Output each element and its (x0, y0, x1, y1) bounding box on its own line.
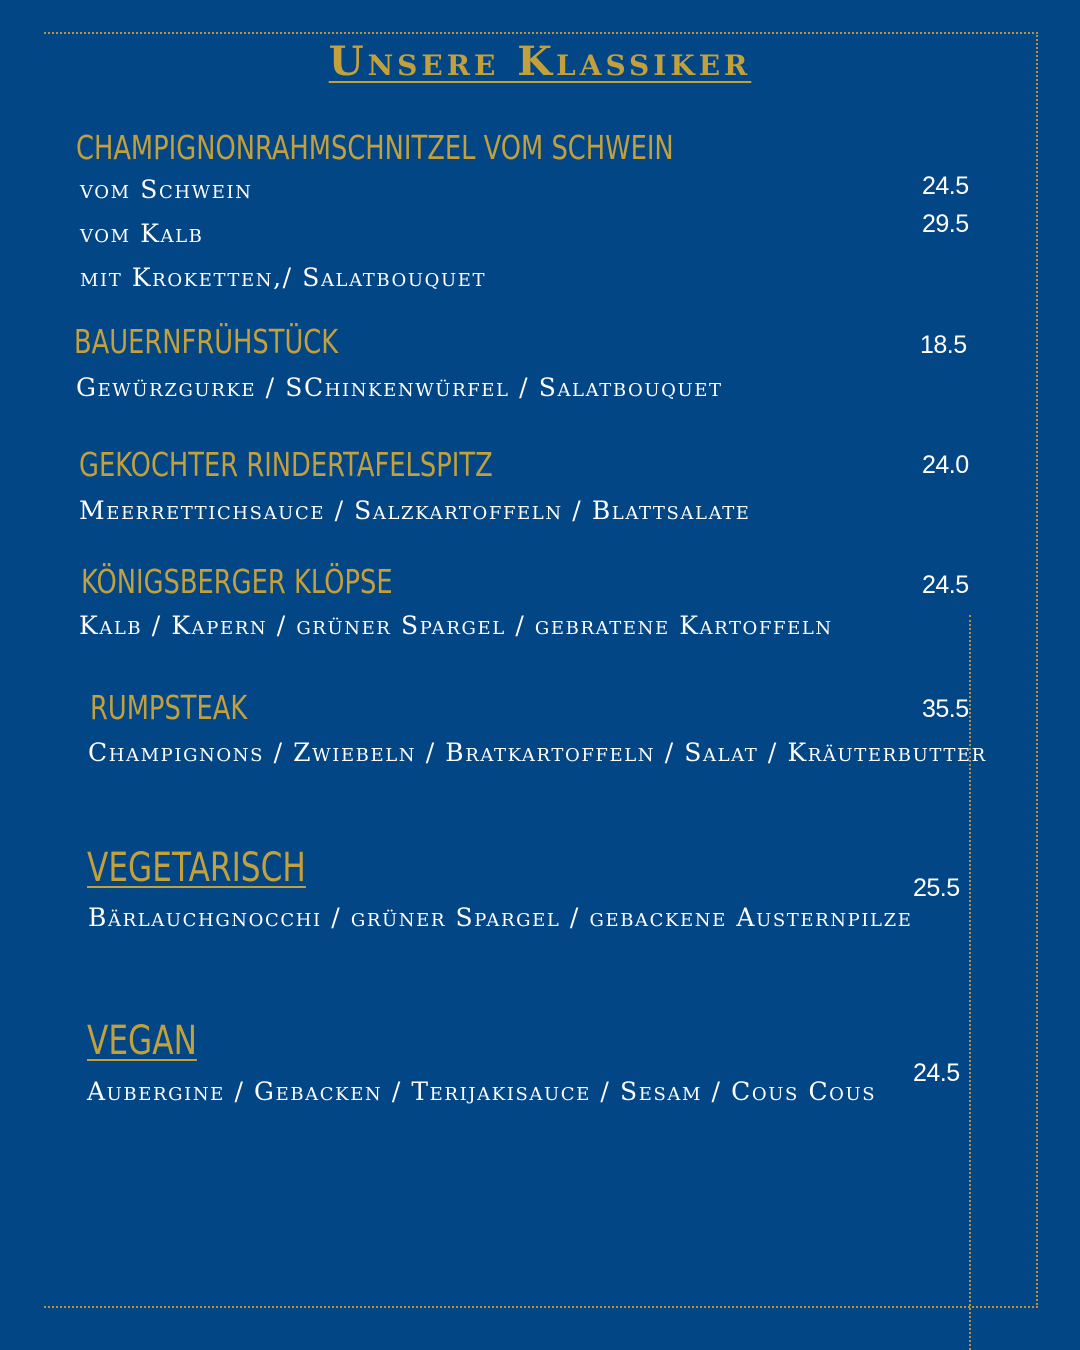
price-schnitzel-kalb: 29.5 (922, 210, 969, 238)
dish-title-schnitzel: CHAMPIGNONRAHMSCHNITZEL VOM SCHWEIN (76, 128, 674, 167)
dish-desc-rumpsteak: Champignons / Zwiebeln / Bratkartoffeln / Salat / Kräuterbutter (88, 738, 987, 767)
dish-line-schnitzel-schwein: vom Schwein (80, 175, 253, 204)
dish-line-schnitzel-kalb: vom Kalb (80, 219, 204, 248)
frame-top-border (44, 32, 1038, 34)
dish-title-koenigsberger-kloepse: KÖNIGSBERGER KLÖPSE (81, 562, 393, 601)
dish-title-tafelspitz: GEKOCHTER RINDERTAFELSPITZ (79, 445, 493, 484)
frame-right-border (1036, 32, 1038, 1308)
dish-desc-bauernfruehstueck: Gewürzgurke / SChinkenwürfel / Salatbouquet (76, 373, 723, 402)
dish-desc-tafelspitz: Meerrettichsauce / Salzkartoffeln / Blattsalate (79, 496, 751, 525)
frame-inner-divider (969, 615, 971, 1350)
dish-desc-vegetarisch: Bärlauchgnocchi / grüner Spargel / gebackene Austernpilze (88, 903, 913, 932)
dish-title-rumpsteak: RUMPSTEAK (90, 688, 248, 727)
price-vegan: 24.5 (913, 1059, 960, 1087)
frame-bottom-border (44, 1306, 1038, 1308)
price-koenigsberger-kloepse: 24.5 (922, 571, 969, 599)
dish-title-vegan: VEGAN (87, 1018, 197, 1064)
dish-title-bauernfruehstueck: BAUERNFRÜHSTÜCK (74, 322, 339, 361)
price-vegetarisch: 25.5 (913, 874, 960, 902)
page-title: Unsere Klassiker (328, 38, 752, 85)
dish-desc-vegan: Aubergine / Gebacken / Terijakisauce / Sesam / Cous Cous (87, 1077, 877, 1106)
dish-title-vegetarisch: VEGETARISCH (87, 845, 306, 891)
price-schnitzel-schwein: 24.5 (922, 172, 969, 200)
price-bauernfruehstueck: 18.5 (920, 331, 967, 359)
price-rumpsteak: 35.5 (922, 695, 969, 723)
price-tafelspitz: 24.0 (922, 451, 969, 479)
dish-desc-koenigsberger-kloepse: Kalb / Kapern / grüner Spargel / gebratene Kartoffeln (79, 611, 833, 640)
dish-line-schnitzel-sides: mit Kroketten,/ Salatbouquet (80, 263, 487, 292)
